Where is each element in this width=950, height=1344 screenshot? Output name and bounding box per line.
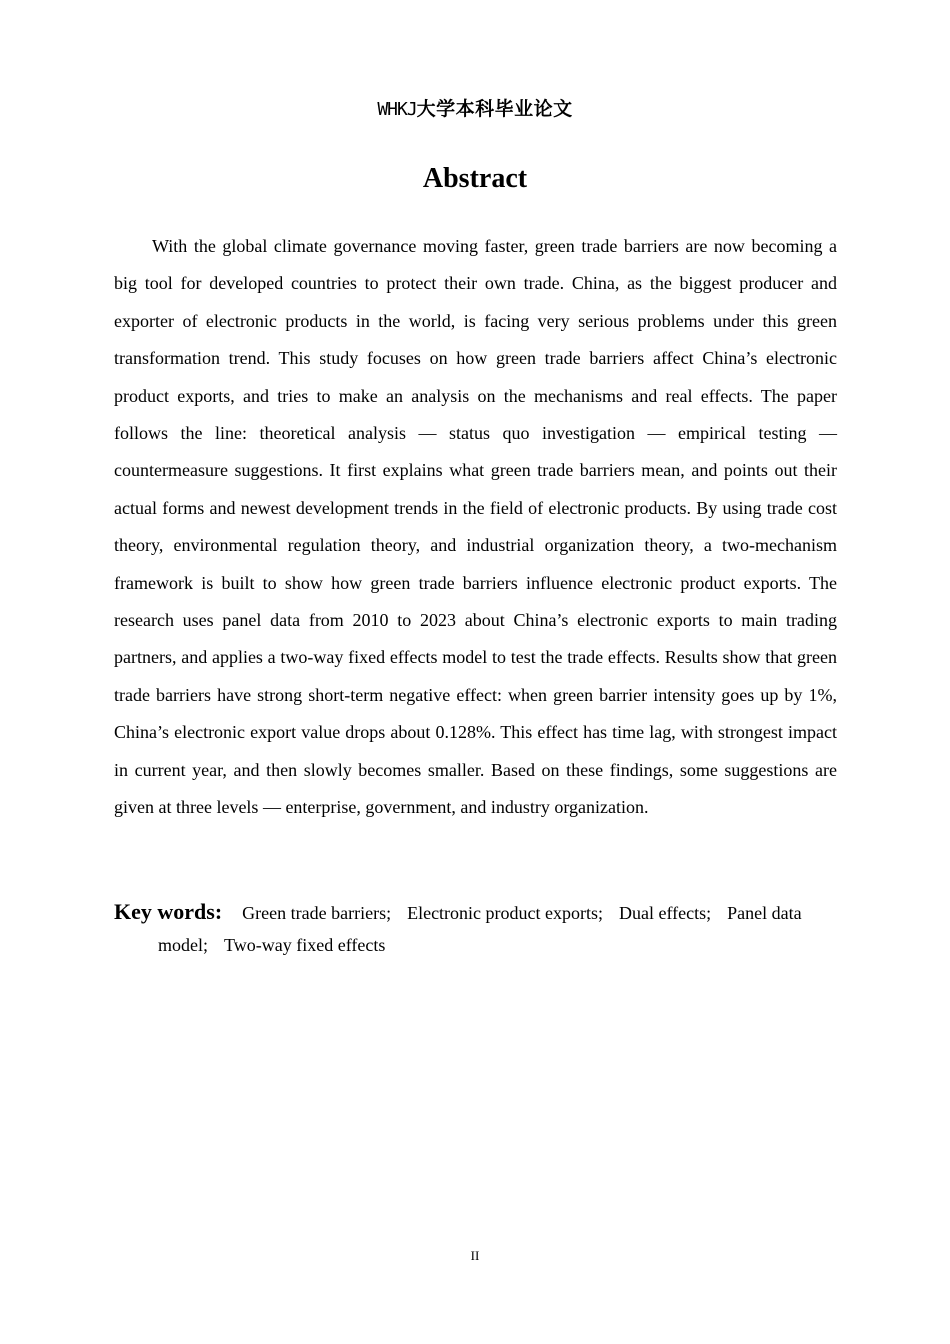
header-thesis-type: 大学本科毕业论文 — [416, 98, 573, 120]
running-header — [0, 96, 950, 123]
page-number: II — [470, 1248, 480, 1263]
keyword-item: Green trade barriers; — [242, 903, 392, 923]
page-title: Abstract — [422, 163, 528, 194]
keyword-item: Two-way fixed effects — [224, 935, 386, 955]
keywords-label: Key words: — [114, 899, 223, 924]
keywords-section — [114, 896, 837, 961]
abstract-paragraph: With the global climate governance moving faster, green trade barriers are now becoming a big tool for developed countries to protect their own trade. China, as the biggest producer and exporter of electronic products in the world, is facing very serious problems under this green transformation trend. This study focuses on how green trade barriers affect China’s electronic product exports, and tries to make an analysis on the mechanisms and real effects. The paper follows the line: theoretical analysis — status quo investigation — empirical testing — countermeasure suggestions. It first explains what green trade barriers mean, and points out their actual forms and newest development trends in the field of electronic products. By using trade cost theory, environmental regulation theory, and industrial organization theory, a two-mechanism framework is built to show how green trade barriers influence electronic product exports. The research uses panel data from 2010 to 2023 about China’s electronic exports to main trading partners, and applies a two-way fixed effects model to test the trade effects. Results show that green trade barriers have strong short-term negative effect: when green barrier intensity goes up by 1%, China’s electronic export value drops about 0.128%. This effect has time lag, with strongest impact in current year, and then slowly becomes smaller. Based on these findings, some suggestions are given at three levels — enterprise, government, and industry organization. — [114, 236, 837, 818]
keyword-item: Electronic product exports; — [407, 903, 604, 923]
keyword-item: Panel data model; — [158, 903, 802, 955]
keyword-item: Dual effects; — [619, 903, 712, 923]
header-university-code: WHKJ — [377, 99, 417, 120]
